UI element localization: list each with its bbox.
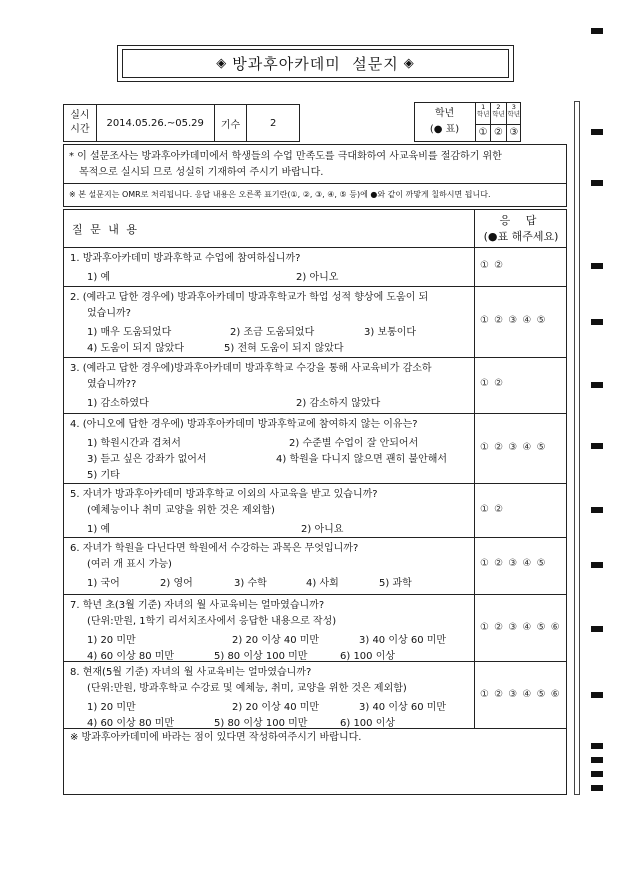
grade-option[interactable]	[475, 103, 490, 141]
question-row	[64, 248, 566, 287]
question-line: 였습니까??	[87, 379, 137, 390]
survey-title: 방과후아카데미 설문지	[232, 55, 399, 73]
question-line: 6. 자녀가 학원을 다닌다면 학원에서 수강하는 과목은 무엇입니까?	[70, 543, 359, 554]
option: 5) 전혀 도움이 되지 않았다	[224, 343, 344, 354]
question-line: (여러 개 표시 가능)	[87, 559, 172, 570]
option: 6) 100 이상	[340, 718, 396, 729]
option: 1) 예	[87, 524, 111, 535]
answer-header-hint: (●표 해주세요)	[483, 230, 559, 243]
title-inner-box	[122, 49, 509, 78]
omr-mark	[591, 562, 603, 568]
answer-header-title: 응 답	[499, 214, 543, 227]
option: 4) 사회	[306, 578, 339, 589]
option: 4) 도움이 되지 않았다	[87, 343, 185, 354]
option: 5) 기타	[87, 470, 120, 481]
answer-bubbles[interactable]: ① ② ③ ④ ⑤ ⑥	[480, 622, 561, 633]
option: 4) 학원을 다니지 않으면 괜히 불안해서	[276, 454, 448, 465]
grade-options	[475, 103, 521, 141]
grade-option[interactable]	[490, 103, 505, 141]
diamond-right-icon: ◈	[403, 56, 415, 71]
question-line: (단위:만원, 1학기 리서치조사에서 응답한 내용으로 작성)	[87, 616, 337, 627]
option: 1) 예	[87, 272, 111, 283]
free-comment-prompt: ※ 방과후아카데미에 바라는 점이 있다면 작성하여주시기 바랍니다.	[70, 732, 362, 743]
omr-mark	[591, 263, 603, 269]
option: 2) 영어	[160, 578, 193, 589]
omr-mark	[591, 692, 603, 698]
option: 3) 40 이상 60 미만	[359, 702, 447, 713]
option: 4) 60 이상 80 미만	[87, 718, 175, 729]
option: 1) 20 미만	[87, 635, 136, 646]
question-line: 3. (예라고 답한 경우에)방과후아카데미 방과후학교 수강을 통해 사교육비가 감소하	[70, 363, 432, 374]
question-text	[70, 290, 470, 322]
answer-bubbles[interactable]: ① ② ③ ④ ⑤ ⑥	[480, 689, 561, 700]
option: 5) 과학	[379, 578, 412, 589]
option: 3) 40 이상 60 미만	[359, 635, 447, 646]
question-row	[64, 287, 566, 358]
survey-header	[64, 210, 566, 248]
option: 2) 20 이상 40 미만	[232, 635, 320, 646]
omr-mark	[591, 785, 603, 791]
diamond-left-icon: ◈	[216, 56, 228, 71]
notice-line-1: * 이 설문조사는 방과후아카데미에서 학생들의 수업 만족도를 극대화하여 사교육비를 절감하기 위한	[69, 151, 502, 162]
grade-num: 3	[511, 103, 516, 111]
question-text	[70, 541, 470, 573]
grade-unit: 학년	[476, 110, 490, 118]
omr-mark	[591, 382, 603, 388]
option: 1) 매우 도움되었다	[87, 327, 172, 338]
title-box	[117, 45, 514, 82]
omr-mark	[591, 626, 603, 632]
grade-box	[414, 102, 521, 142]
grade-bubble[interactable]: ②	[494, 127, 503, 138]
answer-bubbles[interactable]: ① ② ③ ④ ⑤	[480, 442, 547, 453]
answer-bubbles[interactable]: ① ②	[480, 378, 505, 389]
question-text	[70, 361, 470, 393]
question-text	[70, 598, 470, 630]
question-line: 4. (아니오에 답한 경우에) 방과후아카데미 방과후학교에 참여하지 않는 이유는?	[70, 419, 418, 430]
question-row	[64, 358, 566, 414]
grade-option[interactable]	[506, 103, 521, 141]
question-text	[70, 417, 470, 433]
grade-hint: (● 표)	[429, 124, 460, 135]
option: 5) 80 이상 100 미만	[214, 718, 308, 729]
question-line: 5. 자녀가 방과후아카데미 방과후학교 이외의 사교육을 받고 있습니까?	[70, 489, 378, 500]
option: 2) 감소하지 않았다	[296, 398, 381, 409]
question-row	[64, 414, 566, 484]
option: 2) 수준별 수업이 잘 안되어서	[289, 438, 419, 449]
question-line: 1. 방과후아카데미 방과후학교 수업에 참여하십니까?	[70, 253, 301, 264]
question-text	[70, 487, 470, 519]
question-row	[64, 484, 566, 538]
option: 5) 80 이상 100 미만	[214, 651, 308, 662]
option: 3) 수학	[234, 578, 267, 589]
question-text	[70, 665, 470, 697]
omr-mark	[591, 771, 603, 777]
period-label-line-2: 시간	[70, 124, 90, 135]
option: 1) 20 미만	[87, 702, 136, 713]
omr-mark	[591, 28, 603, 34]
question-row	[64, 662, 566, 729]
option: 2) 조금 도움되었다	[230, 327, 315, 338]
grade-bubble[interactable]: ①	[478, 127, 488, 138]
question-line: (예체능이나 취미 교양을 위한 것은 제외함)	[87, 505, 275, 516]
grade-unit: 학년	[507, 110, 521, 118]
omr-mark	[591, 129, 603, 135]
survey-table	[63, 209, 567, 795]
grade-label-text: 학년	[434, 108, 455, 119]
answer-bubbles[interactable]: ① ②	[480, 504, 505, 515]
option: 2) 20 이상 40 미만	[232, 702, 320, 713]
omr-mark	[591, 443, 603, 449]
grade-num: 1	[481, 103, 486, 111]
header-info-table	[63, 104, 300, 142]
round-label: 기수	[214, 105, 247, 142]
answer-header	[475, 210, 567, 248]
grade-label	[415, 103, 474, 141]
option: 3) 듣고 싶은 강좌가 없어서	[87, 454, 207, 465]
round-value: 2	[247, 105, 300, 142]
option: 1) 감소하였다	[87, 398, 149, 409]
question-line: 었습니까?	[87, 308, 131, 319]
option: 3) 보통이다	[364, 327, 417, 338]
period-label	[64, 105, 97, 142]
notice-box	[63, 144, 567, 207]
grade-num: 2	[496, 103, 501, 111]
period-label-line-1: 실시	[70, 110, 90, 121]
question-text	[70, 251, 470, 267]
answer-bubbles[interactable]: ① ②	[480, 260, 505, 271]
notice-line-2: 목적으로 실시되 므로 성실히 기재하여 주시기 바랍니다.	[79, 167, 324, 178]
answer-bubbles[interactable]: ① ② ③ ④ ⑤	[480, 558, 547, 569]
omr-mark	[591, 319, 603, 325]
question-row	[64, 538, 566, 595]
question-line: 8. 현재(5월 기준) 자녀의 월 사교육비는 얼마였습니까?	[70, 667, 312, 678]
omr-mark	[591, 180, 603, 186]
omr-guide-line	[574, 101, 580, 795]
option: 1) 학원시간과 겹쳐서	[87, 438, 181, 449]
question-line: (단위:만원, 방과후학교 수강료 및 예체능, 취미, 교양을 위한 것은 제외함)	[87, 683, 407, 694]
notice-text	[69, 149, 563, 181]
omr-mark	[591, 743, 603, 749]
question-row	[64, 595, 566, 662]
omr-mark	[591, 507, 603, 513]
option: 4) 60 이상 80 미만	[87, 651, 175, 662]
question-line: 7. 학년 초(3월 기준) 자녀의 월 사교육비는 얼마였습니까?	[70, 600, 325, 611]
grade-bubble[interactable]: ③	[509, 127, 519, 138]
omr-mark	[591, 757, 603, 763]
question-header: 질 문 내 용	[72, 223, 139, 236]
period-value: 2014.05.26.~05.29	[96, 105, 214, 142]
omr-notice: ※ 본 설문지는 OMR로 처리됩니다. 응답 내용은 오른쪽 표기란(①, ②, ③, ④, ⑤ 등)에 ●와 같이 까맣게 칠하시면 됩니다.	[69, 190, 491, 199]
notice-divider	[64, 183, 566, 184]
answer-bubbles[interactable]: ① ② ③ ④ ⑤	[480, 315, 547, 326]
option: 1) 국어	[87, 578, 120, 589]
grade-unit: 학년	[492, 110, 505, 118]
option: 2) 아니요	[301, 524, 344, 535]
question-line: 2. (예라고 답한 경우에) 방과후아카데미 방과후학교가 학업 성적 향상에 도움이 되	[70, 292, 429, 303]
option: 6) 100 이상	[340, 651, 396, 662]
option: 2) 아니오	[296, 272, 339, 283]
